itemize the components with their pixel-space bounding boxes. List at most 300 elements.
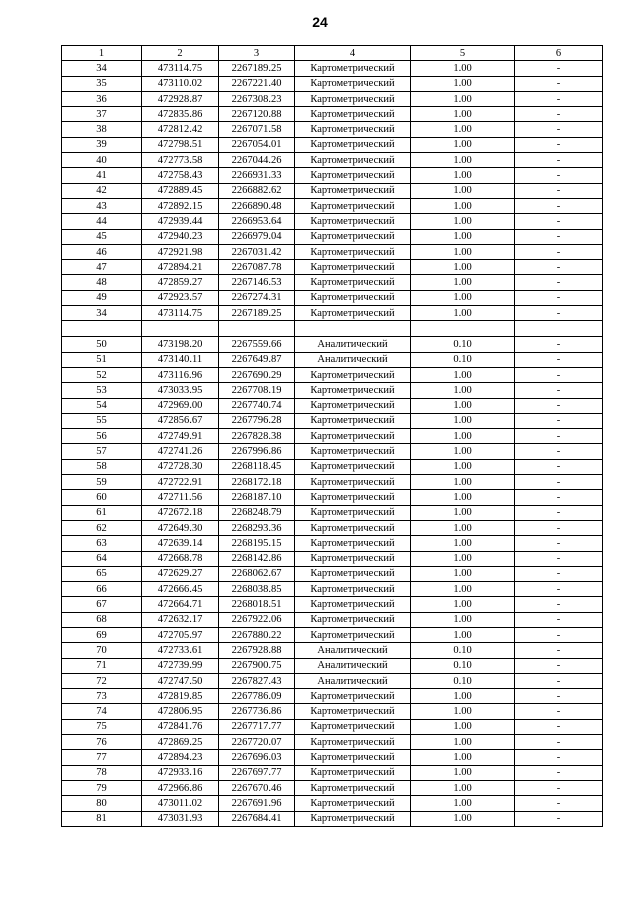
- table-cell: 2268293.36: [219, 520, 295, 535]
- table-cell: 2267221.40: [219, 76, 295, 91]
- table-row: [62, 429, 603, 444]
- table-cell: 1.00: [411, 107, 515, 122]
- table-header: [62, 46, 603, 61]
- table-cell: -: [515, 582, 603, 597]
- table-cell: [295, 321, 411, 337]
- table-cell: 1.00: [411, 704, 515, 719]
- table-row: [62, 673, 603, 688]
- table-cell: Аналитический: [295, 337, 411, 352]
- table-cell: 2266979.04: [219, 229, 295, 244]
- table-cell: 81: [62, 811, 142, 826]
- table-cell: 472728.30: [142, 459, 219, 474]
- table-cell: -: [515, 536, 603, 551]
- table-cell: Картометрический: [295, 383, 411, 398]
- table-cell: 472632.17: [142, 612, 219, 627]
- table-cell: 2268172.18: [219, 475, 295, 490]
- table-cell: 2266882.62: [219, 183, 295, 198]
- table-cell: 2267690.29: [219, 367, 295, 382]
- table-cell: 472741.26: [142, 444, 219, 459]
- table-cell: -: [515, 137, 603, 152]
- table-row: [62, 735, 603, 750]
- table-cell: Картометрический: [295, 214, 411, 229]
- table-cell: 2268038.85: [219, 582, 295, 597]
- table-row: [62, 750, 603, 765]
- table-cell: Картометрический: [295, 627, 411, 642]
- table-cell: 0.10: [411, 352, 515, 367]
- table-row: [62, 290, 603, 305]
- table-cell: 1.00: [411, 765, 515, 780]
- table-cell: Картометрический: [295, 91, 411, 106]
- table-cell: 2267031.42: [219, 244, 295, 259]
- table-cell: -: [515, 505, 603, 520]
- table-cell: 1.00: [411, 91, 515, 106]
- table-cell: -: [515, 229, 603, 244]
- table-cell: 1.00: [411, 566, 515, 581]
- table-cell: -: [515, 673, 603, 688]
- table-row: [62, 61, 603, 76]
- table-cell: 2267071.58: [219, 122, 295, 137]
- table-cell: 2267996.86: [219, 444, 295, 459]
- table-row: [62, 321, 603, 337]
- table-body: [62, 61, 603, 827]
- table-cell: 74: [62, 704, 142, 719]
- table-cell: 1.00: [411, 627, 515, 642]
- table-cell: 48: [62, 275, 142, 290]
- table-row: [62, 183, 603, 198]
- table-cell: 1.00: [411, 490, 515, 505]
- table-cell: 1.00: [411, 398, 515, 413]
- table-cell: 1.00: [411, 612, 515, 627]
- table-cell: Картометрический: [295, 796, 411, 811]
- table-cell: Картометрический: [295, 137, 411, 152]
- table-cell: 1.00: [411, 475, 515, 490]
- table-cell: 1.00: [411, 76, 515, 91]
- table-cell: 472928.87: [142, 91, 219, 106]
- table-cell: Аналитический: [295, 658, 411, 673]
- table-cell: -: [515, 413, 603, 428]
- table-cell: 2267740.74: [219, 398, 295, 413]
- table-cell: 472940.23: [142, 229, 219, 244]
- table-cell: -: [515, 765, 603, 780]
- table-cell: Картометрический: [295, 229, 411, 244]
- table-cell: 79: [62, 780, 142, 795]
- table-cell: 73: [62, 689, 142, 704]
- table-cell: Картометрический: [295, 183, 411, 198]
- table-cell: 80: [62, 796, 142, 811]
- table-cell: Картометрический: [295, 719, 411, 734]
- table-cell: -: [515, 107, 603, 122]
- table-cell: 47: [62, 260, 142, 275]
- table-row: [62, 383, 603, 398]
- table-cell: 2268142.86: [219, 551, 295, 566]
- table-cell: 472856.67: [142, 413, 219, 428]
- table-cell: 2268118.45: [219, 459, 295, 474]
- table-row: [62, 260, 603, 275]
- table-cell: Картометрический: [295, 168, 411, 183]
- table-cell: -: [515, 76, 603, 91]
- table-cell: [62, 321, 142, 337]
- table-cell: 2266890.48: [219, 198, 295, 213]
- table-cell: 472859.27: [142, 275, 219, 290]
- table-cell: 1.00: [411, 597, 515, 612]
- table-cell: 1.00: [411, 429, 515, 444]
- table-row: [62, 76, 603, 91]
- table-cell: Картометрический: [295, 275, 411, 290]
- table-cell: 1.00: [411, 168, 515, 183]
- table-cell: 1.00: [411, 290, 515, 305]
- table-cell: 2267827.43: [219, 673, 295, 688]
- table-cell: 472705.97: [142, 627, 219, 642]
- table-cell: 2267308.23: [219, 91, 295, 106]
- table-cell: 59: [62, 475, 142, 490]
- table-cell: -: [515, 520, 603, 535]
- table-cell: 2267670.46: [219, 780, 295, 795]
- table-cell: 52: [62, 367, 142, 382]
- table-row: [62, 352, 603, 367]
- table-cell: -: [515, 566, 603, 581]
- table-cell: 77: [62, 750, 142, 765]
- table-cell: 60: [62, 490, 142, 505]
- table-cell: Картометрический: [295, 429, 411, 444]
- table-row: [62, 582, 603, 597]
- header-cell: 6: [515, 46, 603, 61]
- table-row: [62, 229, 603, 244]
- table-row: [62, 597, 603, 612]
- table-cell: -: [515, 796, 603, 811]
- table-cell: 2267717.77: [219, 719, 295, 734]
- table-cell: -: [515, 91, 603, 106]
- table-cell: 78: [62, 765, 142, 780]
- table-cell: 2267796.28: [219, 413, 295, 428]
- table-row: [62, 643, 603, 658]
- table-cell: 2267189.25: [219, 306, 295, 321]
- table-cell: 2268248.79: [219, 505, 295, 520]
- table-cell: Картометрический: [295, 306, 411, 321]
- table-cell: -: [515, 780, 603, 795]
- table-cell: 472649.30: [142, 520, 219, 535]
- table-cell: 472664.71: [142, 597, 219, 612]
- table-cell: 1.00: [411, 61, 515, 76]
- table-row: [62, 475, 603, 490]
- table-cell: 472939.44: [142, 214, 219, 229]
- table-cell: 49: [62, 290, 142, 305]
- table-cell: 2267120.88: [219, 107, 295, 122]
- table-cell: 40: [62, 153, 142, 168]
- table-row: [62, 689, 603, 704]
- table-row: [62, 658, 603, 673]
- table-cell: Картометрический: [295, 566, 411, 581]
- table-cell: Картометрический: [295, 107, 411, 122]
- table-cell: -: [515, 398, 603, 413]
- table-cell: Картометрический: [295, 122, 411, 137]
- table-row: [62, 765, 603, 780]
- table-cell: 472841.76: [142, 719, 219, 734]
- table-cell: [515, 321, 603, 337]
- table-cell: 472758.43: [142, 168, 219, 183]
- table-cell: 1.00: [411, 122, 515, 137]
- table-row: [62, 91, 603, 106]
- table-cell: 1.00: [411, 198, 515, 213]
- table-cell: -: [515, 290, 603, 305]
- table-cell: Картометрический: [295, 582, 411, 597]
- table-cell: 2267087.78: [219, 260, 295, 275]
- table-cell: -: [515, 214, 603, 229]
- table-cell: 0.10: [411, 658, 515, 673]
- table-cell: 472869.25: [142, 735, 219, 750]
- table-cell: -: [515, 612, 603, 627]
- table-cell: 2267146.53: [219, 275, 295, 290]
- table-cell: 1.00: [411, 459, 515, 474]
- table-cell: 2266931.33: [219, 168, 295, 183]
- table-cell: 44: [62, 214, 142, 229]
- table-cell: [142, 321, 219, 337]
- table-cell: 1.00: [411, 780, 515, 795]
- table-cell: -: [515, 735, 603, 750]
- table-cell: 1.00: [411, 214, 515, 229]
- table-row: [62, 704, 603, 719]
- table-cell: 45: [62, 229, 142, 244]
- header-cell: 1: [62, 46, 142, 61]
- table-cell: 2267044.26: [219, 153, 295, 168]
- table-cell: 69: [62, 627, 142, 642]
- table-row: [62, 780, 603, 795]
- table-cell: 472923.57: [142, 290, 219, 305]
- table-cell: -: [515, 459, 603, 474]
- table-cell: Картометрический: [295, 459, 411, 474]
- table-cell: 58: [62, 459, 142, 474]
- table-cell: 472933.16: [142, 765, 219, 780]
- table-cell: -: [515, 244, 603, 259]
- table-cell: 473114.75: [142, 306, 219, 321]
- table-cell: 2266953.64: [219, 214, 295, 229]
- table-cell: 2267708.19: [219, 383, 295, 398]
- table-cell: 37: [62, 107, 142, 122]
- table-cell: 472806.95: [142, 704, 219, 719]
- table-cell: 39: [62, 137, 142, 152]
- table-cell: 0.10: [411, 643, 515, 658]
- table-cell: 472819.85: [142, 689, 219, 704]
- table-cell: -: [515, 475, 603, 490]
- table-row: [62, 627, 603, 642]
- table-row: [62, 811, 603, 826]
- table-cell: [411, 321, 515, 337]
- table-cell: Картометрический: [295, 490, 411, 505]
- table-cell: 472668.78: [142, 551, 219, 566]
- table-cell: -: [515, 689, 603, 704]
- header-cell: 5: [411, 46, 515, 61]
- table-cell: -: [515, 198, 603, 213]
- table-row: [62, 107, 603, 122]
- header-cell: 3: [219, 46, 295, 61]
- table-cell: Картометрический: [295, 612, 411, 627]
- table-cell: Аналитический: [295, 673, 411, 688]
- table-cell: -: [515, 183, 603, 198]
- table-cell: 53: [62, 383, 142, 398]
- table-cell: -: [515, 551, 603, 566]
- table-cell: -: [515, 444, 603, 459]
- table-cell: Картометрический: [295, 704, 411, 719]
- table-cell: 1.00: [411, 505, 515, 520]
- table-row: [62, 413, 603, 428]
- table-row: [62, 444, 603, 459]
- table-cell: Картометрический: [295, 750, 411, 765]
- table-cell: 72: [62, 673, 142, 688]
- table-cell: 472966.86: [142, 780, 219, 795]
- table-cell: 1.00: [411, 229, 515, 244]
- table-cell: 1.00: [411, 750, 515, 765]
- table-cell: 34: [62, 306, 142, 321]
- table-cell: 1.00: [411, 367, 515, 382]
- table-row: [62, 796, 603, 811]
- table-cell: 64: [62, 551, 142, 566]
- table-cell: -: [515, 704, 603, 719]
- table-cell: 34: [62, 61, 142, 76]
- table-cell: 2267054.01: [219, 137, 295, 152]
- table-row: [62, 122, 603, 137]
- table-row: [62, 137, 603, 152]
- table-cell: -: [515, 275, 603, 290]
- table-cell: 473114.75: [142, 61, 219, 76]
- table-cell: 1.00: [411, 551, 515, 566]
- table-row: [62, 551, 603, 566]
- table-cell: 0.10: [411, 337, 515, 352]
- table-cell: 472969.00: [142, 398, 219, 413]
- table-cell: -: [515, 811, 603, 826]
- table-cell: 2267559.66: [219, 337, 295, 352]
- table-row: [62, 367, 603, 382]
- table-cell: 472722.91: [142, 475, 219, 490]
- table-cell: -: [515, 750, 603, 765]
- table-cell: 2268195.15: [219, 536, 295, 551]
- table-cell: 68: [62, 612, 142, 627]
- table-cell: -: [515, 122, 603, 137]
- table-cell: 2267691.96: [219, 796, 295, 811]
- table-row: [62, 398, 603, 413]
- table-cell: 1.00: [411, 413, 515, 428]
- table-cell: 2267928.88: [219, 643, 295, 658]
- table-cell: 2268187.10: [219, 490, 295, 505]
- table-cell: 70: [62, 643, 142, 658]
- table-row: [62, 337, 603, 352]
- table-cell: 472666.45: [142, 582, 219, 597]
- table-cell: 55: [62, 413, 142, 428]
- table-cell: 2267720.07: [219, 735, 295, 750]
- table-cell: 472773.58: [142, 153, 219, 168]
- table-cell: 66: [62, 582, 142, 597]
- table-cell: 473116.96: [142, 367, 219, 382]
- table-row: [62, 566, 603, 581]
- table-cell: 472711.56: [142, 490, 219, 505]
- table-cell: 2267828.38: [219, 429, 295, 444]
- table-cell: 472747.50: [142, 673, 219, 688]
- table-cell: 472892.15: [142, 198, 219, 213]
- table-cell: 1.00: [411, 689, 515, 704]
- table-cell: 472739.99: [142, 658, 219, 673]
- table-cell: -: [515, 490, 603, 505]
- table-cell: -: [515, 643, 603, 658]
- table-cell: Картометрический: [295, 780, 411, 795]
- table-cell: 65: [62, 566, 142, 581]
- table-cell: [219, 321, 295, 337]
- table-cell: 62: [62, 520, 142, 535]
- table-cell: 472812.42: [142, 122, 219, 137]
- table-cell: 473140.11: [142, 352, 219, 367]
- table-cell: Картометрический: [295, 444, 411, 459]
- table-cell: Картометрический: [295, 597, 411, 612]
- table-cell: -: [515, 260, 603, 275]
- table-cell: 1.00: [411, 244, 515, 259]
- table-cell: 1.00: [411, 183, 515, 198]
- table-cell: Картометрический: [295, 551, 411, 566]
- table-cell: Картометрический: [295, 244, 411, 259]
- table-cell: Картометрический: [295, 398, 411, 413]
- table-cell: 472921.98: [142, 244, 219, 259]
- table-cell: 1.00: [411, 306, 515, 321]
- table-cell: 472889.45: [142, 183, 219, 198]
- table-cell: 71: [62, 658, 142, 673]
- table-cell: 1.00: [411, 796, 515, 811]
- table-cell: 472894.21: [142, 260, 219, 275]
- table-cell: 2267697.77: [219, 765, 295, 780]
- table-cell: Картометрический: [295, 520, 411, 535]
- table-cell: 2267189.25: [219, 61, 295, 76]
- table-cell: Картометрический: [295, 536, 411, 551]
- table-cell: 1.00: [411, 735, 515, 750]
- table-cell: 75: [62, 719, 142, 734]
- table-cell: 1.00: [411, 582, 515, 597]
- table-cell: 67: [62, 597, 142, 612]
- table-row: [62, 306, 603, 321]
- table-cell: Картометрический: [295, 290, 411, 305]
- table-row: [62, 244, 603, 259]
- table-cell: Картометрический: [295, 475, 411, 490]
- table-row: [62, 536, 603, 551]
- table-cell: 472733.61: [142, 643, 219, 658]
- table-cell: Картометрический: [295, 61, 411, 76]
- table-row: [62, 198, 603, 213]
- table-cell: 472639.14: [142, 536, 219, 551]
- table-cell: -: [515, 627, 603, 642]
- table-cell: 43: [62, 198, 142, 213]
- table-cell: 41: [62, 168, 142, 183]
- table-cell: 2267649.87: [219, 352, 295, 367]
- header-cell: 4: [295, 46, 411, 61]
- table-cell: 1.00: [411, 383, 515, 398]
- table-cell: 472835.86: [142, 107, 219, 122]
- table-cell: 61: [62, 505, 142, 520]
- coordinates-table: [61, 45, 603, 827]
- table-cell: 1.00: [411, 536, 515, 551]
- table-cell: 2267736.86: [219, 704, 295, 719]
- table-cell: 54: [62, 398, 142, 413]
- table-cell: -: [515, 337, 603, 352]
- table-cell: 38: [62, 122, 142, 137]
- table-cell: Аналитический: [295, 352, 411, 367]
- table-row: [62, 214, 603, 229]
- table-cell: Картометрический: [295, 153, 411, 168]
- table-cell: 35: [62, 76, 142, 91]
- table-cell: 472629.27: [142, 566, 219, 581]
- table-cell: Картометрический: [295, 689, 411, 704]
- header-cell: 2: [142, 46, 219, 61]
- table-cell: 42: [62, 183, 142, 198]
- table-cell: Картометрический: [295, 505, 411, 520]
- table-cell: 472798.51: [142, 137, 219, 152]
- table-row: [62, 520, 603, 535]
- table-cell: 2267274.31: [219, 290, 295, 305]
- table-row: [62, 505, 603, 520]
- table-cell: 57: [62, 444, 142, 459]
